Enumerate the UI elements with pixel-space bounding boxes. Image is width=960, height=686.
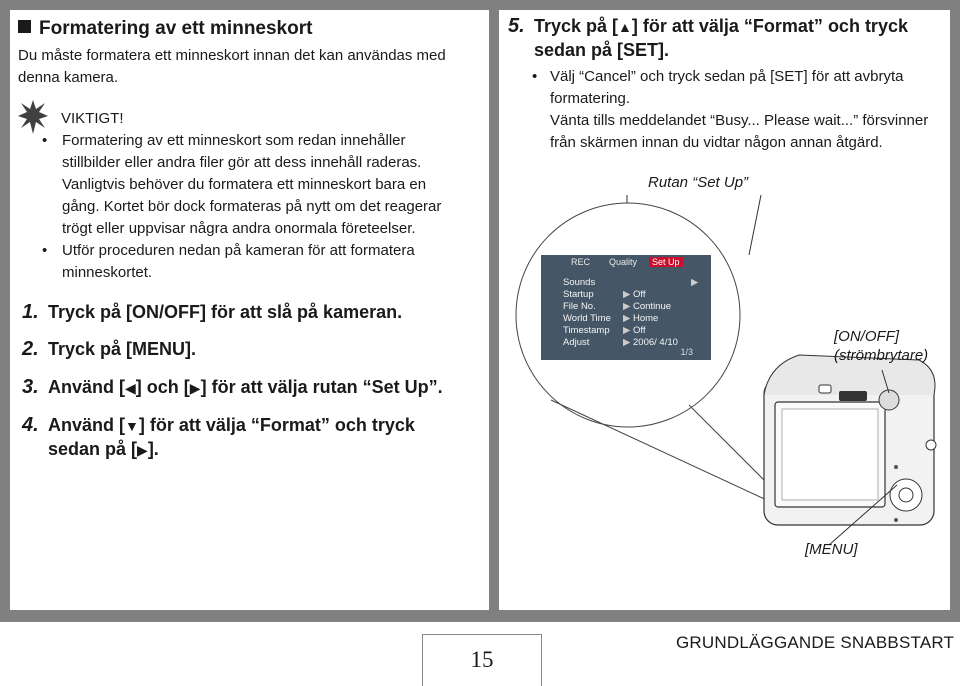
lcd-row-label: World Time bbox=[563, 313, 611, 324]
onoff-callout: [ON/OFF] (strömbrytare) bbox=[834, 328, 929, 364]
step-5-text-b: ] för att välja “Format” och tryck sedan på [SET]. bbox=[534, 16, 908, 60]
steps-list bbox=[22, 301, 462, 462]
important-bullet-2-text: Utför proceduren nedan på kameran för att formatera minneskortet. bbox=[62, 242, 415, 281]
step-4-text-c: ]. bbox=[147, 439, 159, 459]
step-2-text: Tryck på [MENU]. bbox=[48, 339, 197, 359]
busy-note: Vänta tills meddelandet “Busy... Please wait...” försvinner från skärmen innan du vidtar någon annan åtgärd. bbox=[550, 112, 929, 151]
lcd-row-label: Timestamp bbox=[563, 325, 610, 336]
page-frame-bottom bbox=[0, 610, 960, 622]
step-3 bbox=[22, 376, 462, 400]
important-bullet-1 bbox=[36, 130, 466, 240]
chevron-right-icon: ▶ bbox=[623, 289, 631, 300]
chevron-right-icon: ▶ bbox=[623, 337, 631, 348]
step-3-text-a: Använd [ bbox=[48, 377, 126, 397]
lcd-row-value: Continue bbox=[633, 301, 672, 312]
bullet-dot-icon: • bbox=[42, 132, 48, 149]
lcd-row-world-time bbox=[563, 313, 703, 324]
lcd-row-value: 2006/ 4/10 bbox=[633, 337, 678, 348]
square-bullet-icon bbox=[18, 20, 31, 33]
right-arrow-icon: ▶ bbox=[137, 442, 148, 458]
step-number: 2. bbox=[22, 338, 39, 360]
lcd-tab-bar bbox=[541, 255, 711, 269]
lcd-row-file-no bbox=[563, 301, 703, 312]
menu-callout: [MENU] bbox=[805, 541, 858, 558]
lcd-row-label: Adjust bbox=[563, 337, 590, 348]
important-block bbox=[36, 108, 466, 284]
chevron-right-icon: ▶ bbox=[623, 313, 631, 324]
step-5-text-a: Tryck på [ bbox=[534, 16, 619, 36]
cancel-bullet-text: Välj “Cancel” och tryck sedan på [SET] för att avbryta formatering. bbox=[550, 68, 904, 107]
page-frame-top bbox=[0, 0, 960, 10]
chevron-right-icon: ▶ bbox=[623, 301, 631, 312]
lcd-row-label: Sounds bbox=[563, 277, 596, 288]
right-arrow-icon: ▶ bbox=[189, 380, 201, 396]
lcd-row-value: Home bbox=[633, 313, 659, 324]
lcd-row-value: Off bbox=[633, 289, 646, 300]
page-number: 15 bbox=[470, 647, 494, 672]
page-frame-left bbox=[0, 0, 10, 622]
step-number: 5. bbox=[508, 15, 525, 37]
bullet-dot-icon: • bbox=[532, 68, 538, 85]
up-arrow-icon: ▲ bbox=[618, 19, 632, 35]
step-3-text-b: ] och [ bbox=[135, 377, 190, 397]
page-frame-right bbox=[950, 0, 960, 622]
step-4 bbox=[22, 414, 462, 462]
down-arrow-icon: ▼ bbox=[125, 418, 139, 434]
lcd-row-timestamp bbox=[563, 325, 703, 336]
lcd-menu-screen bbox=[541, 255, 711, 360]
step-1-text: Tryck på [ON/OFF] för att slå på kameran. bbox=[48, 302, 403, 322]
lcd-row-label: File No. bbox=[563, 301, 596, 312]
lcd-tab-setup: Set Up bbox=[649, 257, 683, 267]
step-4-text-b: ] för att välja “Format” och tryck sedan på [ bbox=[48, 415, 415, 459]
column-divider bbox=[489, 10, 499, 610]
step-1 bbox=[22, 301, 462, 324]
step-5 bbox=[508, 15, 943, 62]
camera-illustration bbox=[499, 195, 949, 575]
bullet-dot-icon: • bbox=[42, 242, 48, 259]
lcd-page-indicator: 1/3 bbox=[680, 347, 693, 357]
step-2 bbox=[22, 338, 462, 361]
lcd-tab-rec: REC bbox=[571, 257, 591, 267]
lcd-row-value: Off bbox=[633, 325, 646, 336]
lcd-row-sounds bbox=[563, 277, 703, 288]
lcd-row-label: Startup bbox=[563, 289, 594, 300]
cancel-bullet bbox=[508, 66, 943, 110]
section-label: GRUNDLÄGGANDE SNABBSTART bbox=[676, 633, 955, 652]
page-number-box bbox=[422, 634, 542, 686]
intro-text: Du måste formatera ett minneskort innan det kan användas med denna kamera. bbox=[18, 47, 446, 86]
lcd-row-startup bbox=[563, 289, 703, 300]
left-arrow-icon: ◀ bbox=[125, 380, 136, 396]
chevron-right-icon: ▶ bbox=[623, 325, 631, 336]
setup-callout: Rutan “Set Up” bbox=[648, 174, 749, 191]
left-column bbox=[18, 17, 480, 89]
right-column bbox=[508, 15, 943, 154]
chevron-right-icon: ▶ bbox=[691, 277, 699, 288]
step-4-text-a: Använd [ bbox=[48, 415, 126, 435]
important-bullet-2 bbox=[36, 240, 466, 284]
step-3-text-c: ] för att välja rutan “Set Up”. bbox=[200, 377, 443, 397]
important-label: VIKTIGT! bbox=[61, 110, 124, 127]
section-title bbox=[18, 17, 480, 41]
step-number: 1. bbox=[22, 301, 39, 323]
important-bullet-1-text: Formatering av ett minneskort som redan innehåller stillbilder eller andra filer gör att dess innehåll raderas. Vanligtvis behöver du formatera ett minneskort bara en gång. Kortet bör dock formateras på nytt om det reagerar trögt eller uppvisar några andra onormala företeelser. bbox=[62, 132, 442, 237]
section-title-text: Formatering av ett minneskort bbox=[39, 18, 313, 39]
step-number: 3. bbox=[22, 376, 39, 398]
lcd-tab-quality: Quality bbox=[609, 257, 638, 267]
step-number: 4. bbox=[22, 414, 39, 436]
